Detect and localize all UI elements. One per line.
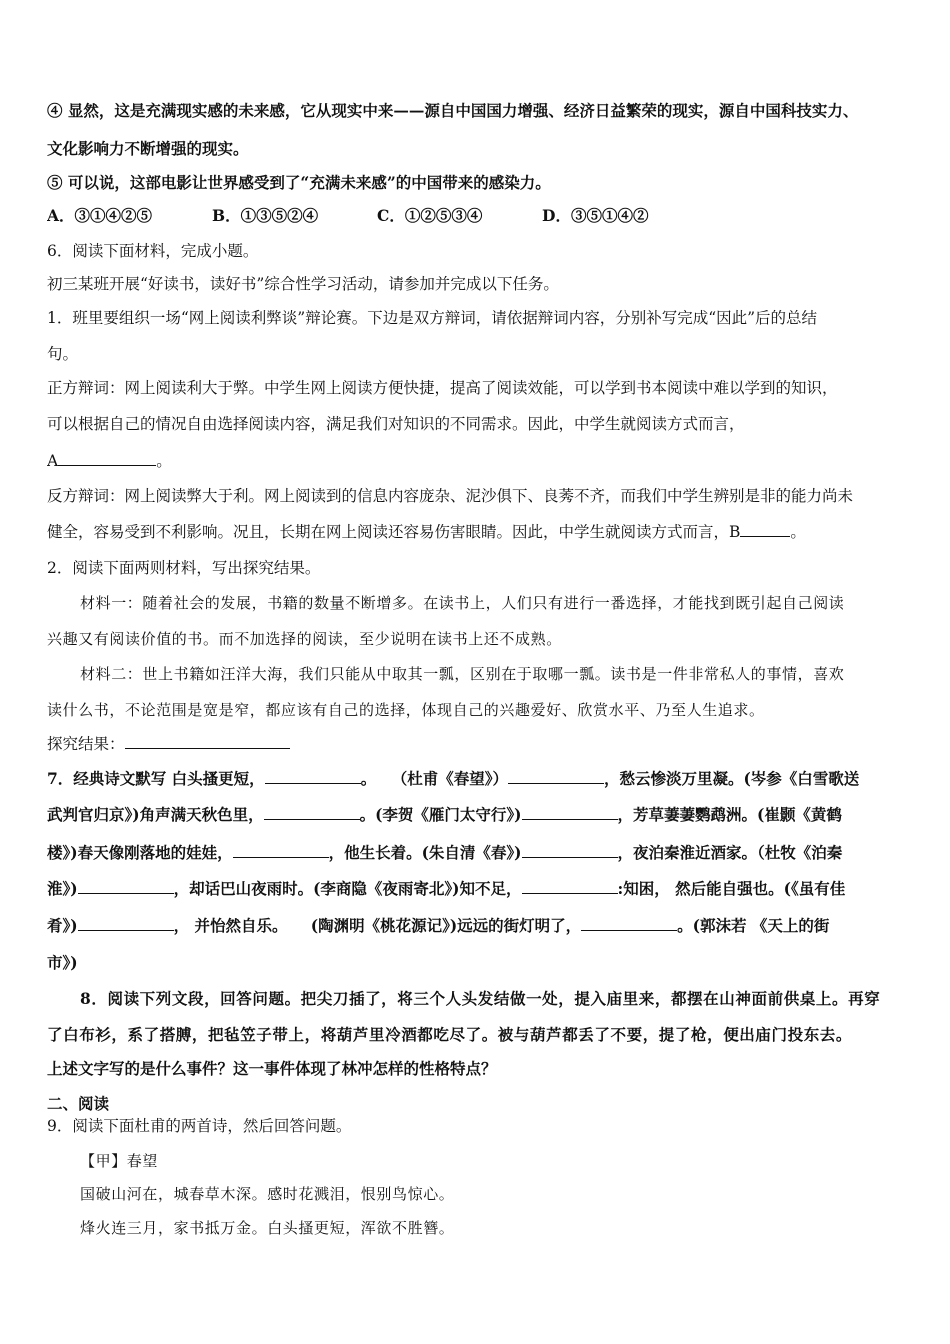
q9-poem-line1: 国破山河在，城春草木深。感时花溅泪，恨别鸟惊心。: [80, 1185, 455, 1203]
q6-material1-line1: 材料一：随着社会的发展，书籍的数量不断增多。在读书上，人们只有进行一番选择，才能找到既引起自己阅读: [80, 594, 845, 612]
q7-text-1a: 7．经典诗文默写 白头搔更短，: [47, 769, 265, 788]
q6-material1-line2: 兴趣又有阅读价值的书。而不加选择的阅读，至少说明在读书上还不成熟。: [47, 630, 562, 648]
q6-con-line2: 健全，容易受到不利影响。况且，长期在网上阅读还容易伤害眼睛。因此，中学生就阅读方式而言，B: [47, 523, 741, 541]
q6-intro: 初三某班开展“好读书，读好书”综合性学习活动，请参加并完成以下任务。: [47, 275, 559, 293]
q7-blank-5[interactable]: [233, 842, 329, 858]
q5-item4-line1: ④ 显然，这是充满现实感的未来感，它从现实中来——源自中国国力增强、经济日益繁荣的现实，源自中国科技实力、: [47, 101, 859, 120]
q7-text-3b: ，他生长着。(朱自清《春》): [328, 843, 522, 862]
q6-con-end: 。: [790, 523, 806, 541]
q6-pro-line2: 可以根据自己的情况自由选择阅读内容，满足我们对知识的不同需求。因此，中学生就阅读方式而言，: [47, 415, 745, 433]
q7-text-1c: ，愁云惨淡万里凝。(岑参《白雪歌送: [603, 769, 860, 788]
q8-line2: 了白布衫，系了搭膊，把毡笠子带上，将葫芦里冷酒都吃尽了。被与葫芦都丢了不要，提了枪，便出庙门投东去。: [47, 1025, 853, 1044]
q6-material2-line1: 材料二：世上书籍如汪洋大海，我们只能从中取其一瓢，区别在于取哪一瓢。读书是一件非常私人的事情，喜欢: [80, 665, 845, 683]
q9-poem-line2: 烽火连三月，家书抵万金。白头搔更短，浑欲不胜簪。: [80, 1219, 455, 1237]
q7-text-3c: ，夜泊秦淮近酒家。（杜牧《泊秦: [617, 843, 843, 862]
q7-blank-6[interactable]: [522, 842, 618, 858]
q7-blank-7[interactable]: [78, 878, 174, 894]
q6-con-line1: 反方辩词：网上阅读弊大于利。网上阅读到的信息内容庞杂、泥沙俱下、良莠不齐，而我们中学生辨别是非的能力尚未: [47, 487, 854, 505]
q7-text-4b: ，却话巴山夜雨时。(李商隐《夜雨寄北》)知不足，: [173, 879, 522, 898]
q7-text-3a: 楼》)春天像刚落地的娃娃，: [47, 843, 233, 862]
q8-question: 上述文字写的是什么事件？这一事件体现了林冲怎样的性格特点？: [47, 1059, 497, 1078]
q7-blank-8[interactable]: [522, 878, 618, 894]
q5-option-c: C．①②⑤③④: [377, 206, 483, 225]
q7-blank-9[interactable]: [78, 915, 174, 931]
q6-con-line2-row: [47, 521, 911, 543]
answer-blank-a[interactable]: [58, 450, 156, 466]
q6-task1-line2: 句。: [47, 345, 79, 363]
q6-pro-blank-label: A: [47, 452, 59, 470]
q5-options: [47, 205, 911, 227]
answer-blank-b[interactable]: [740, 521, 790, 537]
q7-line2: [47, 804, 911, 826]
q7-blank-2[interactable]: [508, 768, 604, 784]
q6-material2-line2: 读什么书，不论范围是宽是窄，都应该有自己的选择，体现自己的兴趣爱好、欣赏水平、乃至人生追求。: [47, 701, 765, 719]
q7-blank-1[interactable]: [265, 768, 361, 784]
q6-pro-answer: [47, 450, 911, 472]
q7-blank-4[interactable]: [522, 804, 618, 820]
q6-result-row: [47, 733, 911, 755]
q7-blank-3[interactable]: [264, 804, 360, 820]
q8-line1: 8．阅读下列文段，回答问题。把尖刀插了，将三个人头发结做一处，提入庙里来，都摆在山神面前供桌上。再穿: [80, 989, 881, 1008]
q7-text-5a: 肴》): [47, 916, 78, 935]
q7-line6: 市》): [47, 953, 78, 972]
q5-item4-line2: 文化影响力不断增强的现实。: [47, 139, 249, 158]
q7-text-4a: 淮》): [47, 879, 78, 898]
q7-line3: [47, 842, 911, 864]
q7-text-1b: 。 （杜甫《春望》）: [360, 769, 508, 788]
q6-pro-end: 。: [156, 452, 172, 470]
q7-text-4c: :知困， 然后能自强也。(《虽有佳: [617, 879, 846, 898]
q6-title: 6．阅读下面材料，完成小题。: [47, 242, 259, 260]
section2-title: 二、阅读: [47, 1094, 110, 1113]
q7-line4: [47, 878, 911, 900]
q6-task1-line1: 1．班里要组织一场“网上阅读利弊谈”辩论赛。下边是双方辩词，请依据辩词内容，分别补写完成“因此”后的总结: [47, 309, 818, 327]
q7-text-2c: ，芳草萋萋鹦鹉洲。(崔颢《黄鹤: [617, 805, 842, 824]
q5-item5: ⑤ 可以说，这部电影让世界感受到了“充满未来感”的中国带来的感染力。: [47, 173, 551, 192]
q6-pro-line1: 正方辩词：网上阅读利大于弊。中学生网上阅读方便快捷，提高了阅读效能，可以学到书本阅读中难以学到的知识，: [47, 379, 838, 397]
q7-text-5b: ， 并怡然自乐。 (陶渊明《桃花源记》)远远的街灯明了，: [173, 916, 582, 935]
q5-option-a: A．③①④②⑤: [47, 206, 153, 225]
q6-result-label: 探究结果：: [47, 735, 125, 753]
q7-line5: [47, 915, 911, 937]
q7-blank-10[interactable]: [581, 915, 677, 931]
q6-task2-title: 2．阅读下面两则材料，写出探究结果。: [47, 559, 321, 577]
answer-blank-result[interactable]: [125, 733, 290, 749]
q9-poem-title: 【甲】春望: [80, 1152, 159, 1170]
q7-text-2b: 。(李贺《雁门太守行》): [359, 805, 522, 824]
q7-text-5c: 。(郭沫若 《天上的街: [677, 916, 830, 935]
q5-option-d: D．③⑤①④②: [542, 206, 649, 225]
q9-title: 9．阅读下面杜甫的两首诗，然后回答问题。: [47, 1117, 352, 1135]
q5-option-b: B．①③⑤②④: [212, 206, 319, 225]
q7-line1: [47, 768, 911, 790]
q7-text-2a: 武判官归京》)角声满天秋色里，: [47, 805, 264, 824]
